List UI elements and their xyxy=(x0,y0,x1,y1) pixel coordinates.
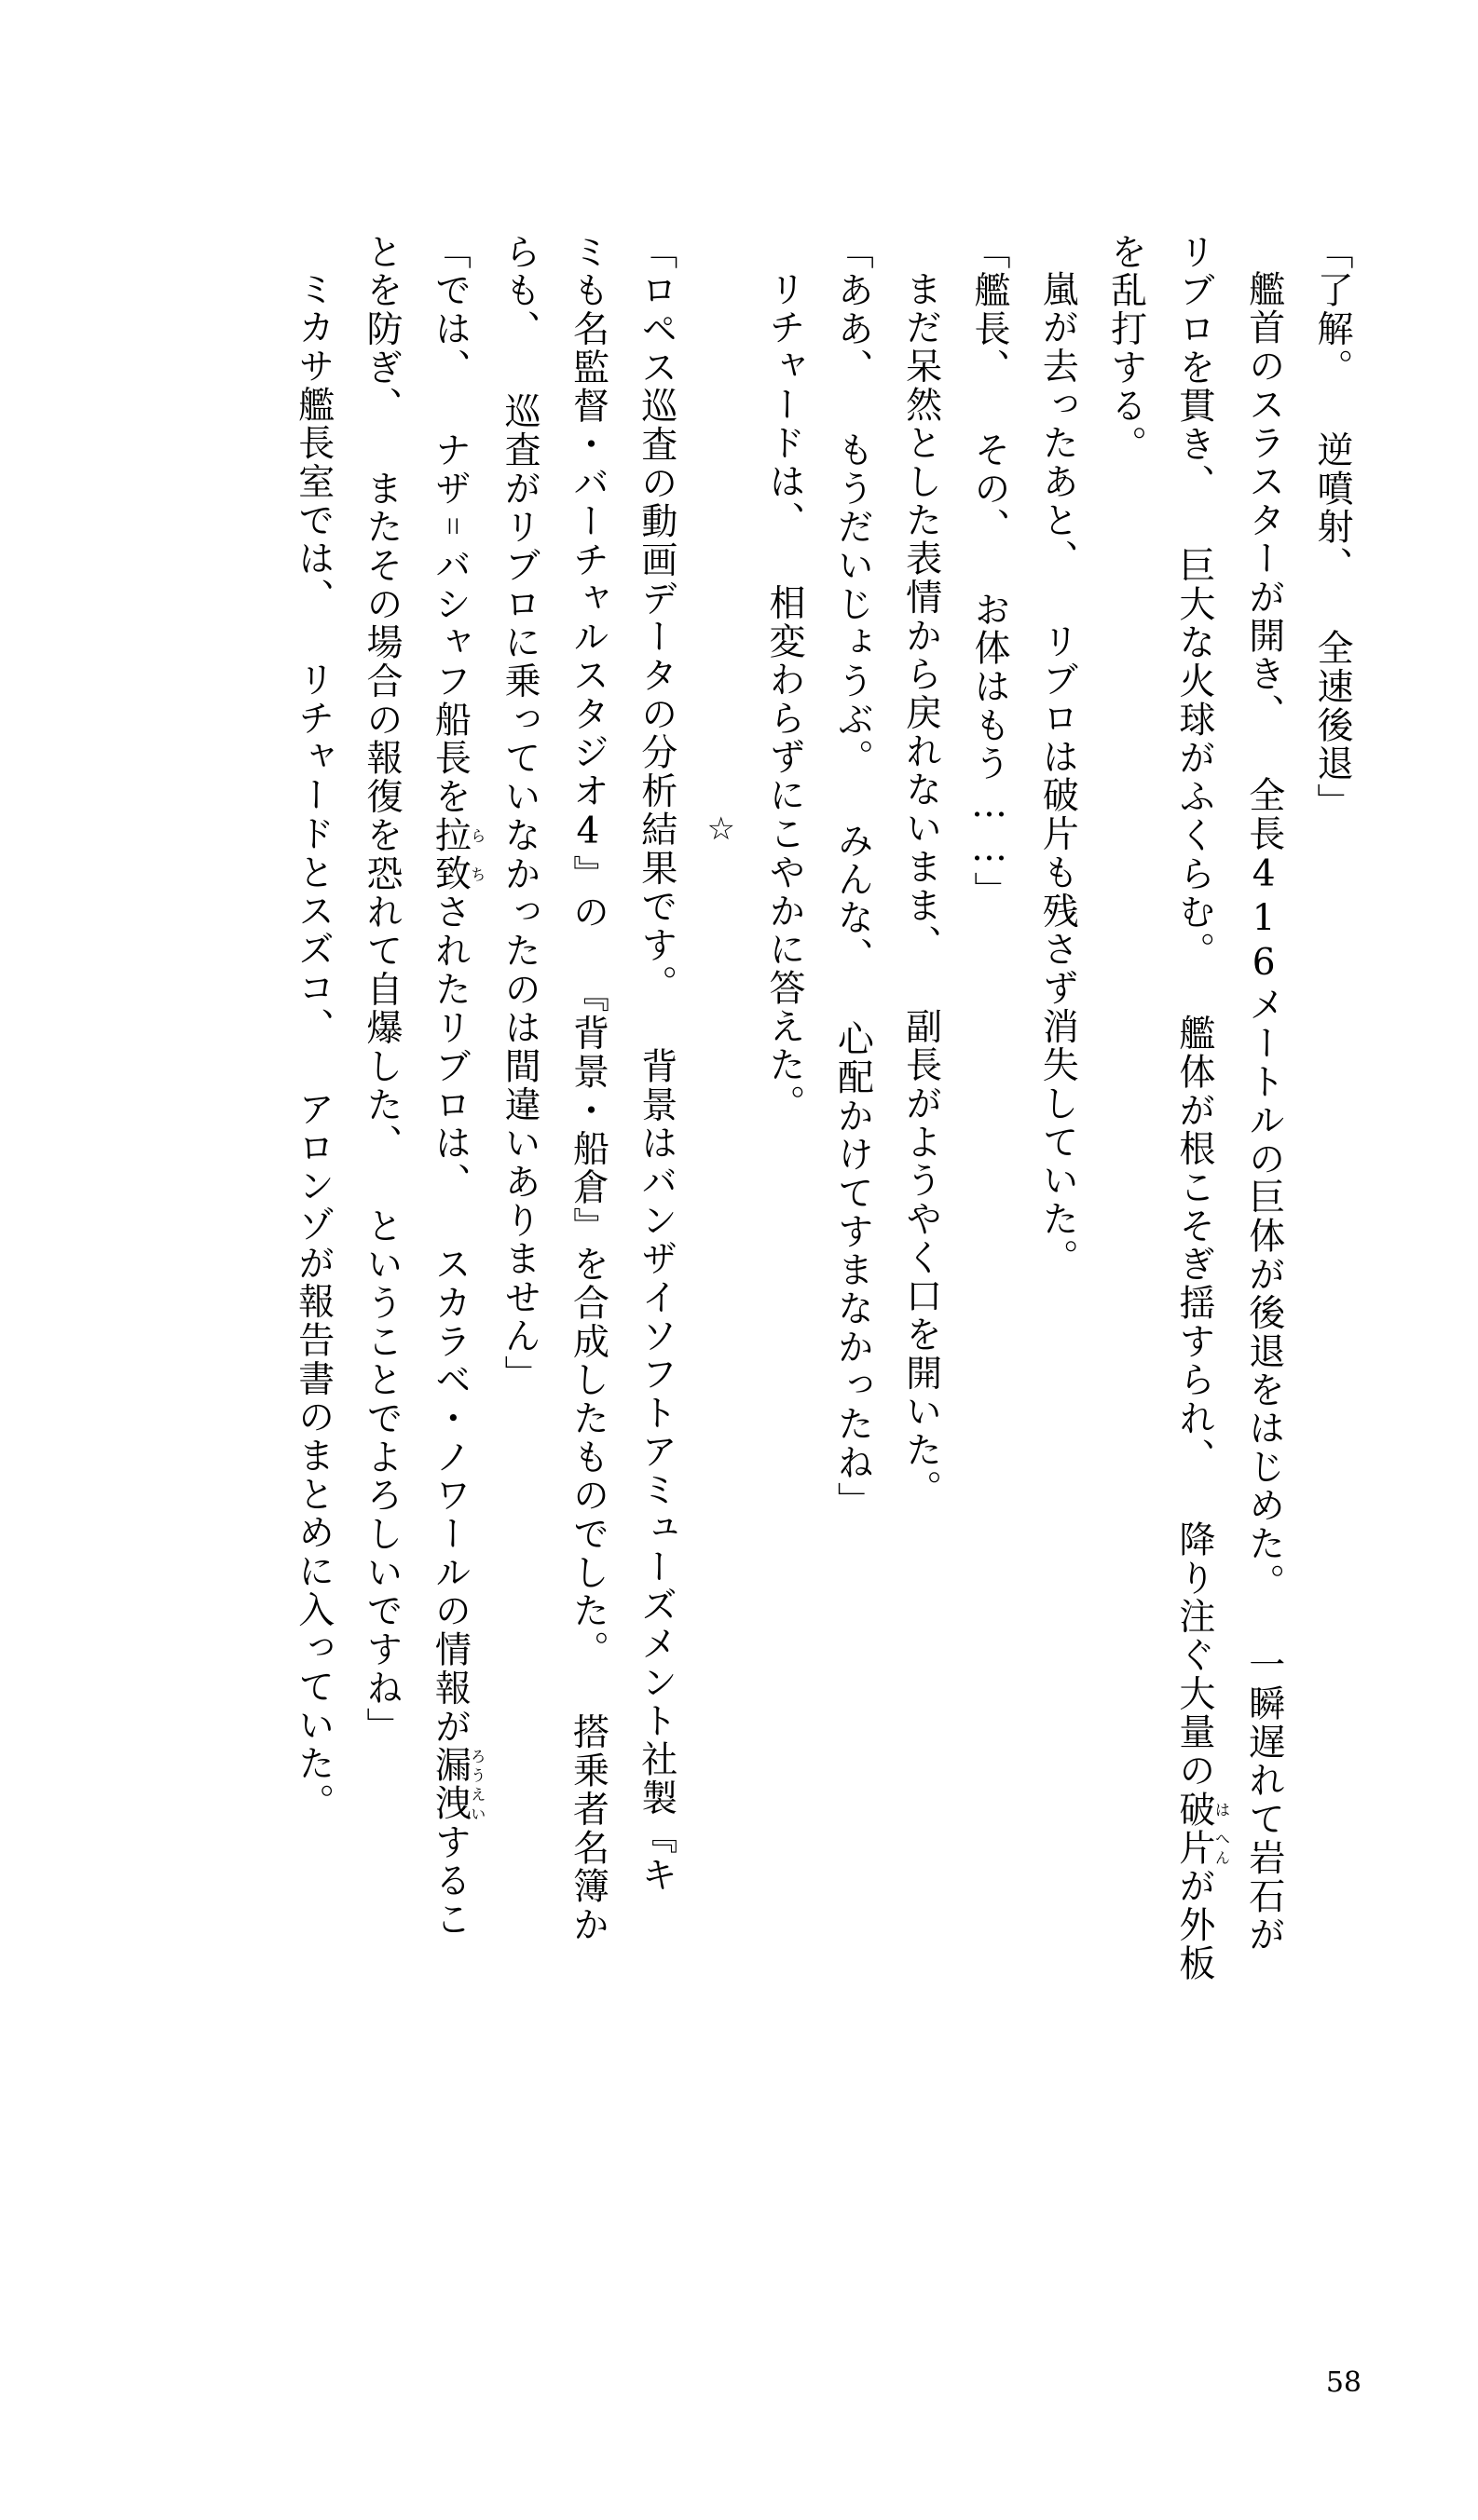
text-line: 「ああ、 もうだいじょうぶ。 みんな、 心配かけてすまなかったね」 xyxy=(831,233,874,1521)
text-line: 「ロペス巡査の動画データの分析結果です。 背景はバンザイソフトアミューズメント社製『キ xyxy=(635,233,677,1895)
ruby-hahen: 破は片へん xyxy=(1172,1790,1230,1868)
page-number: 58 xyxy=(1325,2366,1362,2399)
text-line: 嵐が去ったあと、 リブロは破片も残さず消失していた。 xyxy=(1036,270,1079,1277)
text-line: ミも名監督・バーチャルスタジオ4』の 『背景・船倉』を合成したものでした。 搭乗者名簿か xyxy=(567,233,609,1944)
text-line: まだ呆然とした表情から戻れないまま、 副長がようやく口を開いた。 xyxy=(899,270,942,1508)
text-line: らも、 巡査がリブロに乗っていなかったのは間違いありません」 xyxy=(499,233,541,1395)
text-line: を乱打する。 xyxy=(1104,233,1147,465)
vertical-text-body xyxy=(136,233,1366,2264)
scene-break-mark: ☆ xyxy=(702,810,740,851)
text-line: 「艦長、 その、 お体はもう……」 xyxy=(967,233,1010,910)
text-line: 「では、 ナザ゠バシャフ船長を拉ら致ちされたリブロは、 スカラベ・ノワールの情報が漏ろう洩えいするこ xyxy=(429,233,486,1939)
text-line: リブロを貫き、 巨大な火球がふくらむ。 艦体が根こそぎ揺すられ、 降り注ぐ大量の破は片へんが外板 xyxy=(1172,233,1230,1983)
ruby-rouei: 漏ろう洩えい xyxy=(429,1746,486,1823)
text-line: 艦首のスラスターが開き、 全長416メートルの巨体が後退をはじめた。 一瞬遅れて岩石が xyxy=(1242,270,1285,1955)
text-line: ミカサ艦長室では、 リチャードとスズコ、 アロンゾが報告書のまとめに入っていた。 xyxy=(292,270,335,1822)
text-line: 「了解。 逆噴射、 全速後退」 xyxy=(1311,233,1353,823)
text-line: リチャードは、 相変わらずにこやかに答えた。 xyxy=(763,270,805,1124)
text-line: とを防ぎ、 またその場合の報復を恐れて自爆した、 ということでよろしいですね」 xyxy=(361,233,404,1747)
ruby-rachi: 拉ら致ち xyxy=(429,816,486,893)
